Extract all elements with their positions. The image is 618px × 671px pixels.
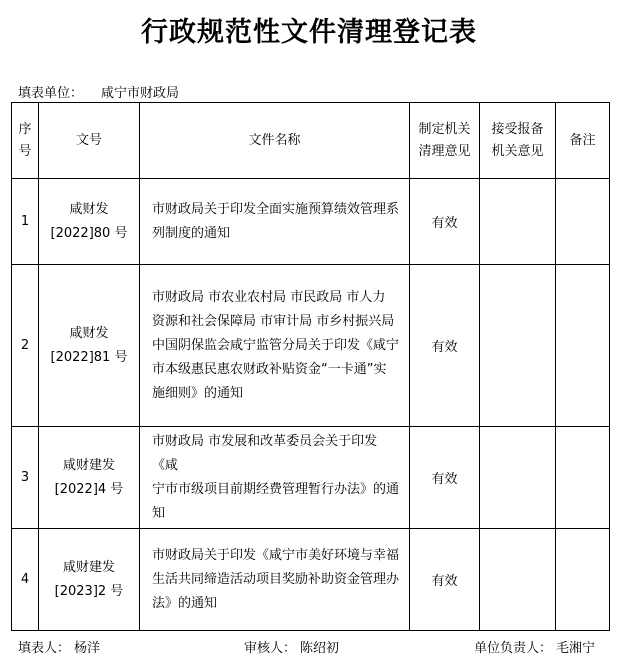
reviewer-label: 审核人： xyxy=(244,641,297,656)
col-header-seq xyxy=(12,103,39,179)
col-header-receiving-line1: 接受报备 xyxy=(491,121,544,137)
unit-head-name: 毛湘宁 xyxy=(556,641,596,656)
row-doc-no xyxy=(39,529,140,631)
table-row xyxy=(12,265,610,427)
row-doc-name-line: 宁市市级项目前期经费管理暂行办法》的通 xyxy=(152,481,400,497)
filler xyxy=(18,637,100,656)
row-doc-no-line2: [2022]81 号 xyxy=(50,349,128,365)
row-seq: 2 xyxy=(12,265,39,427)
reviewer xyxy=(244,637,339,656)
col-header-seq-line1: 序 xyxy=(18,121,32,137)
table-row xyxy=(12,529,610,631)
row-doc-name-line: 施细则》的通知 xyxy=(152,385,244,401)
row-doc-no-line1: 咸财发 xyxy=(69,201,109,217)
unit-head xyxy=(474,637,595,656)
filling-unit-value: 咸宁市财政局 xyxy=(101,86,180,101)
registration-table xyxy=(11,102,610,631)
row-doc-name-line: 列制度的通知 xyxy=(152,225,231,241)
table-row xyxy=(12,427,610,529)
row-doc-no xyxy=(39,265,140,427)
col-header-receiving-line2: 机关意见 xyxy=(491,143,544,159)
row-doc-no xyxy=(39,179,140,265)
row-doc-name-line: 市本级惠民惠农财政补贴资金“一卡通”实 xyxy=(152,361,387,377)
row-opinion: 有效 xyxy=(410,529,480,631)
row-doc-name-line: 生活共同缔造活动项目奖励补助资金管理办 xyxy=(152,571,400,587)
row-remark xyxy=(556,179,610,265)
table-header-row xyxy=(12,103,610,179)
col-header-opinion-line2: 清理意见 xyxy=(418,143,471,159)
row-remark xyxy=(556,427,610,529)
row-doc-name-line: 知 xyxy=(152,505,166,521)
row-opinion: 有效 xyxy=(410,427,480,529)
row-doc-no-line1: 咸财发 xyxy=(69,325,109,341)
row-receiving xyxy=(480,427,556,529)
row-doc-name-line: 资源和社会保障局 市审计局 市乡村振兴局 xyxy=(152,313,395,329)
page-title: 行政规范性文件清理登记表 xyxy=(141,17,477,48)
row-doc-name-line: 市财政局关于印发《咸宁市美好环境与幸福 xyxy=(152,547,400,563)
row-doc-no-line1: 咸财建发 xyxy=(62,559,115,575)
row-doc-no-line2: [2022]80 号 xyxy=(50,225,128,241)
filling-unit xyxy=(18,82,179,101)
row-opinion: 有效 xyxy=(410,265,480,427)
row-doc-no-line2: [2022]4 号 xyxy=(54,481,124,497)
row-doc-name-line: 市财政局关于印发全面实施预算绩效管理系 xyxy=(152,201,400,217)
row-doc-no xyxy=(39,427,140,529)
row-seq: 1 xyxy=(12,179,39,265)
row-opinion: 有效 xyxy=(410,179,480,265)
row-doc-no-line1: 咸财建发 xyxy=(62,457,115,473)
row-seq: 3 xyxy=(12,427,39,529)
row-doc-name-line: 法》的通知 xyxy=(152,595,218,611)
row-doc-name xyxy=(140,427,410,529)
col-header-remark: 备注 xyxy=(556,103,610,179)
row-doc-name xyxy=(140,265,410,427)
row-doc-name-line: 中国阴保监会咸宁监管分局关于印发《咸宁 xyxy=(152,337,400,353)
reviewer-name: 陈绍初 xyxy=(300,641,340,656)
row-seq: 4 xyxy=(12,529,39,631)
row-receiving xyxy=(480,179,556,265)
table-row xyxy=(12,179,610,265)
filler-label: 填表人： xyxy=(18,641,71,656)
unit-head-label: 单位负责人： xyxy=(474,641,553,656)
row-receiving xyxy=(480,529,556,631)
col-header-receiving xyxy=(480,103,556,179)
row-doc-no-line2: [2023]2 号 xyxy=(54,583,124,599)
row-receiving xyxy=(480,265,556,427)
col-header-doc-name: 文件名称 xyxy=(140,103,410,179)
filling-unit-label: 填表单位： xyxy=(18,86,84,101)
filler-name: 杨洋 xyxy=(74,641,101,656)
row-doc-name-line: 市财政局 市农业农村局 市民政局 市人力 xyxy=(152,289,386,305)
col-header-seq-line2: 号 xyxy=(18,143,32,159)
row-doc-name xyxy=(140,529,410,631)
col-header-opinion xyxy=(410,103,480,179)
row-remark xyxy=(556,529,610,631)
row-remark xyxy=(556,265,610,427)
row-doc-name-line: 市财政局 市发展和改革委员会关于印发《咸 xyxy=(152,433,378,473)
col-header-doc-no: 文号 xyxy=(39,103,140,179)
col-header-opinion-line1: 制定机关 xyxy=(418,121,471,137)
row-doc-name xyxy=(140,179,410,265)
